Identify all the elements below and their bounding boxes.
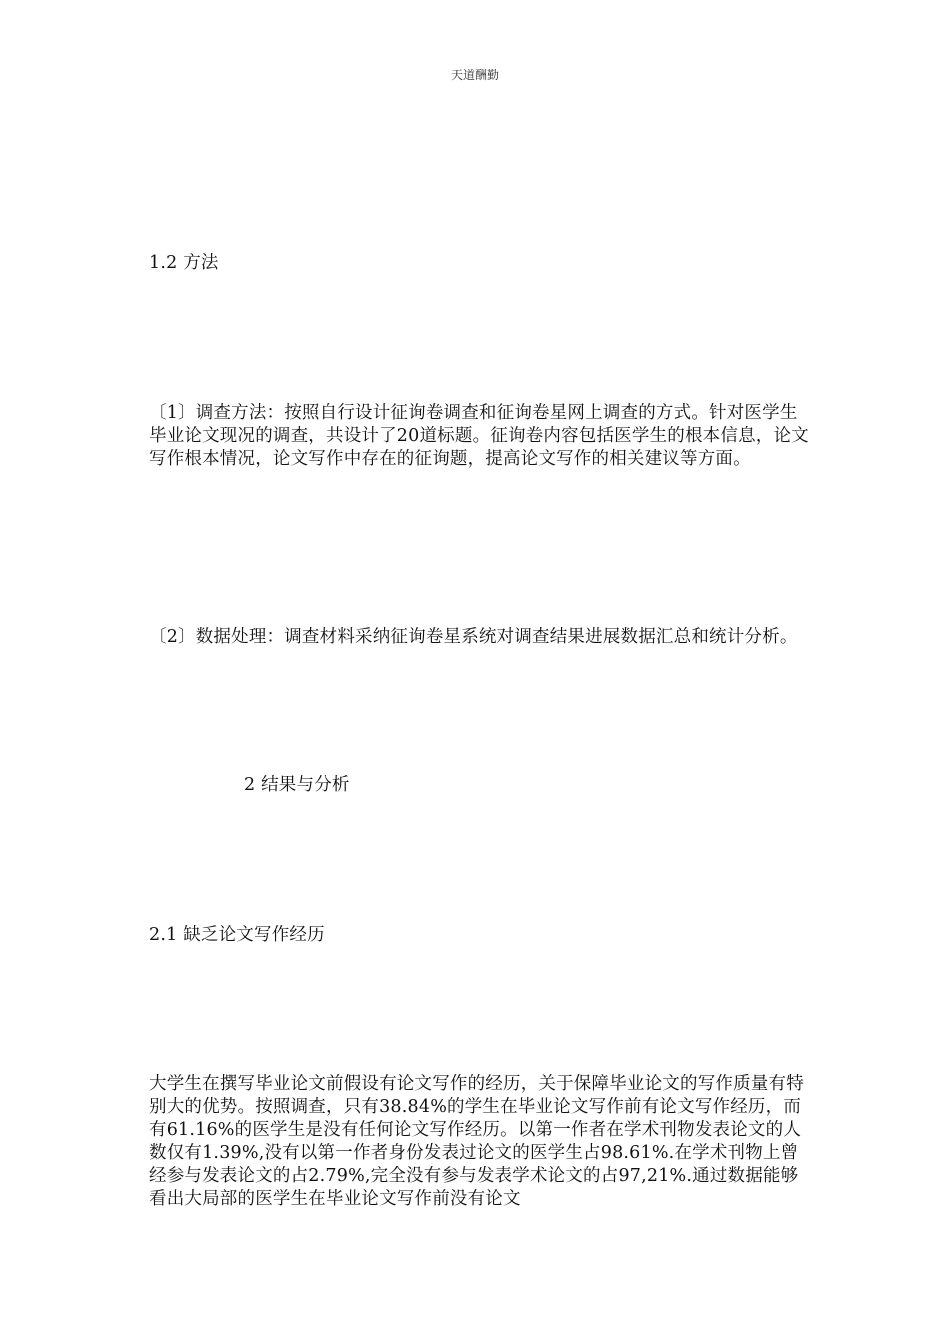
- section-heading-results: 2 结果与分析: [244, 775, 350, 795]
- section-heading-methods: 1.2 方法: [149, 253, 219, 273]
- page-header: 天道酬勤: [450, 68, 499, 82]
- paragraph-data-processing: 〔2〕数据处理：调查材料采纳征询卷星系统对调查结果进展数据汇总和统计分析。: [149, 627, 798, 647]
- paragraph-experience-analysis: 大学生在撰写毕业论文前假设有论文写作的经历，关于保障毕业论文的写作质量有特别大的优势。按照调查，只有38.84%的学生在毕业论文写作前有论文写作经历，而有61.16%的医学生是没有任何论文写作经历。以第一作者在学术刊物发表论文的人数仅有1.39%,没有以第一作者身份发表过论文的医学生占98.61%.在学术刊物上曾经参与发表论文的占2.79%,完全没有参与发表学术论文的占97,21%.通过数据能够看出大局部的医学生在毕业论文写作前没有论文: [149, 1074, 804, 1209]
- paragraph-survey-method: 〔1〕调查方法：按照自行设计征询卷调查和征询卷星网上调查的方式。针对医学生毕业论文现况的调查，共设计了20道标题。征询卷内容包括医学生的根本信息，论文写作根本情况，论文写作中存在的征询题，提高论文写作的相关建议等方面。: [149, 403, 809, 469]
- section-heading-lack-experience: 2.1 缺乏论文写作经历: [149, 925, 325, 945]
